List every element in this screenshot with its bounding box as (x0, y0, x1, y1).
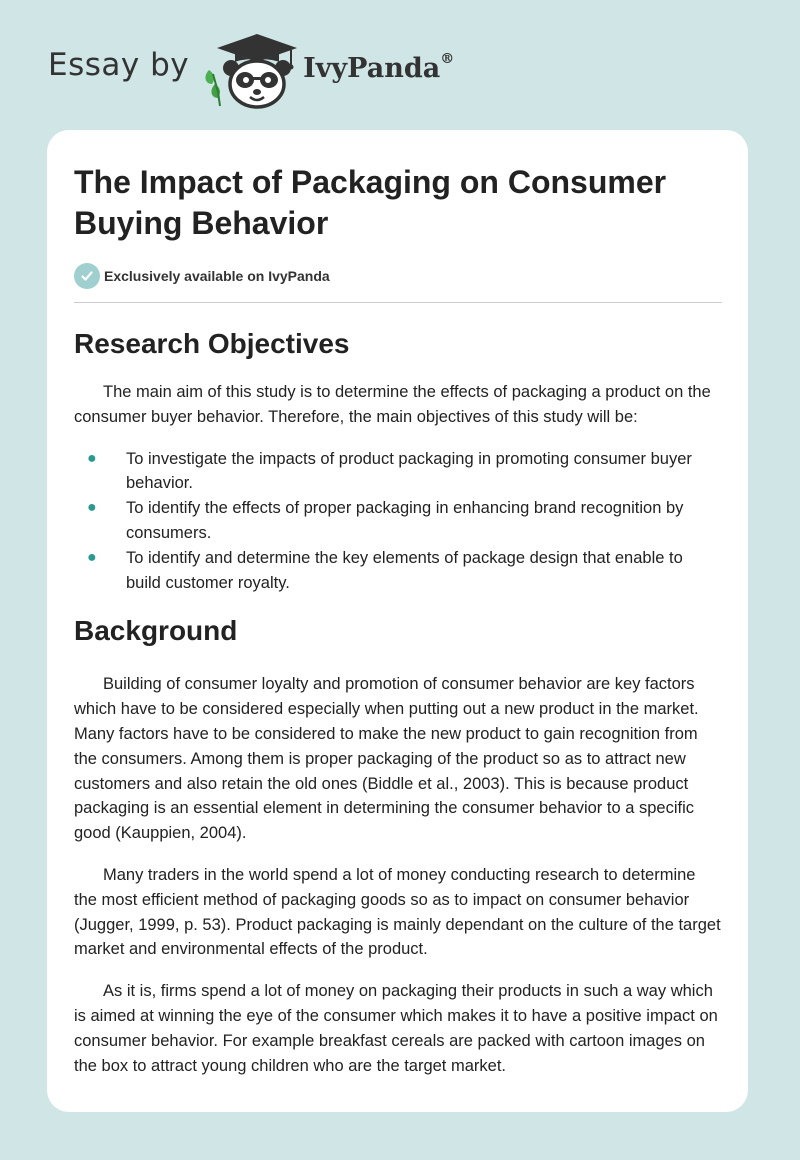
article-card (47, 130, 748, 1112)
exclusive-badge (74, 262, 722, 290)
paragraph: As it is, firms spend a lot of money on packaging their products in such a way which is aimed at winning the eye of the consumer which makes it to have a positive impact on consumer behavior. For example breakfast cereals are packed with cartoon images on the box to attract young children who are the target market. (74, 982, 718, 1075)
bullet-dot-icon: ● (87, 449, 97, 467)
registered-mark: ® (440, 50, 455, 67)
list-item-text: To investigate the impacts of product packaging in promoting consumer buyer behavior. (126, 449, 692, 493)
bullet-dot-icon: ● (87, 499, 97, 517)
paragraph: Building of consumer loyalty and promotion of consumer behavior are key factors which have to be considered especially when putting out a new product in the market. Many factors have to be considered to make the new product to gain recognition from the consumers. Among them is proper packaging of the product so as to attract new customers and also retain the old ones (Biddle et al., 2003). This is because product packaging is an essential element in determining the consumer behavior to a specific good (Kauppien, 2004). (74, 675, 699, 843)
list-item (74, 447, 722, 497)
list-item (74, 496, 722, 546)
objectives-list (74, 447, 722, 596)
check-circle-icon (74, 263, 100, 289)
site-header (48, 30, 454, 110)
paragraph: The main aim of this study is to determine the effects of packaging a product on the consumer buyer behavior. Therefore, the main objectives of this study will be: (74, 383, 711, 426)
brand-name: IvyPanda (303, 52, 441, 84)
section-heading-background: Background (74, 615, 238, 647)
list-item (74, 546, 722, 596)
list-item-text: To identify the effects of proper packaging in enhancing brand recognition by consumers. (126, 499, 684, 542)
list-item-text: To identify and determine the key elements of package design that enable to build customer royalty. (126, 548, 683, 592)
panda-graduation-cap-icon[interactable] (203, 30, 299, 110)
paragraph: Many traders in the world spend a lot of money conducting research to determine the most efficient method of packaging goods so as to impact on consumer behavior (Jugger, 1999, p. 53). Product packaging is mainly dependant on the culture of the target market and environmental effects of the product. (74, 865, 721, 959)
divider (74, 302, 722, 303)
brand-logo-text[interactable] (303, 50, 455, 84)
bullet-dot-icon: ● (87, 548, 97, 566)
essay-by-label: Essay by (48, 47, 190, 83)
ivy-leaf-icon (206, 70, 221, 106)
article-title: The Impact of Packaging on Consumer Buying Behavior (74, 164, 667, 241)
section-heading-research-objectives: Research Objectives (74, 328, 350, 359)
exclusive-label: Exclusively available on IvyPanda (104, 268, 330, 284)
